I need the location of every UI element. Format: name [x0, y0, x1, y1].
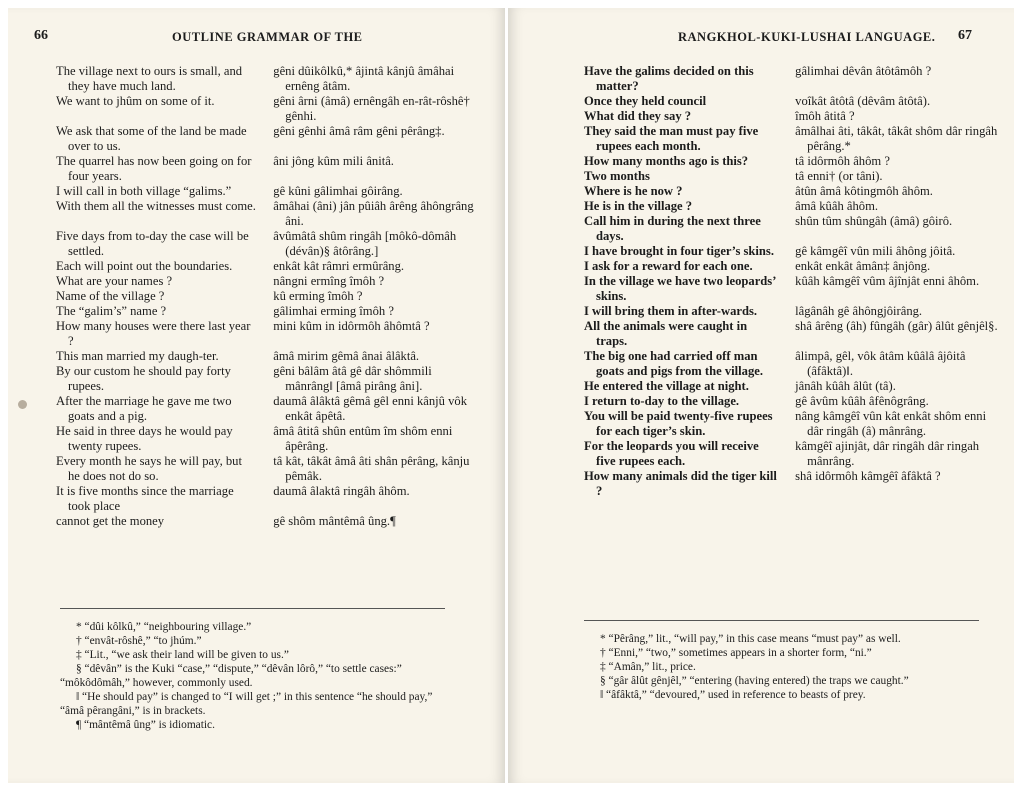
native-translation: daumâ âlaktâ ringâh âhôm. [273, 484, 410, 498]
english-phrase: The quarrel has now been going on for four years. [56, 154, 252, 183]
native-translation: enkât kât râmri ermûrâng. [273, 259, 405, 273]
right-page [508, 8, 1014, 783]
english-phrase: In the village we have two leopards’ skins. [584, 274, 776, 303]
native-translation: nâng kâmgêî vûn kât enkât shôm enni dâr ringâh (â) mânrâng. [795, 409, 987, 438]
footnote-rule [584, 620, 979, 621]
entry-row [584, 319, 998, 349]
english-phrase: I have brought in four tiger’s skins. [584, 244, 774, 258]
native-translation: mini kûm in idôrmôh âhômtâ ? [273, 319, 430, 333]
entry-row [584, 109, 998, 124]
entry-row [584, 124, 998, 154]
english-phrase: The “galim’s” name ? [56, 304, 167, 318]
native-translation: gê kûni gâlimhai gôirâng. [273, 184, 403, 198]
native-translation: âlimpâ, gêl, vôk âtâm kûâlâ âjôitâ (âfâktâ)‖. [795, 349, 966, 378]
native-translation: gêni dûikôlkû,* âjintâ kânjû âmâhai ernêng âtâm. [273, 64, 455, 93]
native-translation: âni jông kûm mili ânitâ. [273, 154, 394, 168]
entry-row [56, 154, 482, 184]
entry-row [56, 484, 482, 514]
native-translation: âvûmâtâ shûm ringâh [môkô-dômâh (dévân)§ âtôrâng.] [273, 229, 457, 258]
native-translation: âmâ mirim gêmâ ânai âlâktâ. [273, 349, 420, 363]
native-translation: voîkât âtôtâ (dêvâm âtôtâ). [795, 94, 931, 108]
entry-row [584, 214, 998, 244]
native-translation: gê kâmgêî vûn mili âhông jôitâ. [795, 244, 956, 258]
entry-row [56, 364, 482, 394]
entry-row [56, 229, 482, 259]
entry-row [56, 274, 482, 289]
english-phrase: cannot get the money [56, 514, 165, 528]
native-translation: âmâ kûâh âhôm. [795, 199, 879, 213]
native-translation: daumâ âlâktâ gêmâ gêl enni kânjû vôk enkât âpêtâ. [273, 394, 467, 423]
footnote: ‖ “âfâktâ,” “devoured,” used in reference to beasts of prey. [600, 689, 866, 701]
native-translation: nângni ermîng îmôh ? [273, 274, 385, 288]
page-number: 66 [34, 28, 48, 43]
english-phrase: I return to-day to the village. [584, 394, 740, 408]
entry-row [56, 514, 482, 529]
paper-blemish [18, 400, 27, 409]
footnotes [60, 620, 458, 732]
footnote: † “Enni,” “two,” sometimes appears in a shorter form, “ni.” [600, 647, 872, 659]
entry-row [584, 199, 998, 214]
native-translation: âtûn âmâ kôtingmôh âhôm. [795, 184, 933, 198]
english-phrase: Each will point out the boundaries. [56, 259, 233, 273]
english-phrase: All the animals were caught in traps. [584, 319, 748, 348]
page-number: 67 [958, 28, 972, 43]
entry-row [584, 394, 998, 409]
english-phrase: Once they held council [584, 94, 707, 108]
entry-row [56, 184, 482, 199]
native-translation: shâ ârêng (âh) fûngâh (gâr) âlût gênjêl§. [795, 319, 998, 333]
english-phrase: He entered the village at night. [584, 379, 749, 393]
english-phrase: Call him in during the next three days. [584, 214, 761, 243]
entry-row [584, 169, 998, 184]
footnote: § “gâr âlût gênjêl,” “entering (having entered) the traps we caught.” [600, 675, 909, 687]
entry-row [584, 409, 998, 439]
english-phrase: The village next to ours is small, and they have much land. [56, 64, 243, 93]
english-phrase: I will call in both village “galims.” [56, 184, 232, 198]
english-phrase: How many houses were there last year ? [56, 319, 251, 348]
entry-row [56, 349, 482, 364]
english-phrase: How many months ago is this? [584, 154, 749, 168]
native-translation: gêni bâlâm âtâ gê dâr shômmili mânrâng‖ [âmâ pirâng âni]. [273, 364, 432, 393]
footnote: ‡ “Amân,” lit., price. [600, 661, 696, 673]
entry-row [584, 94, 998, 109]
entry-row [584, 259, 998, 274]
native-translation: âmâlhai âti, tâkât, tâkât shôm dâr ringâh pêrâng.* [795, 124, 998, 153]
native-translation: tâ kât, tâkât âmâ âti shân pêrâng, kânju pêmâk. [273, 454, 470, 483]
english-phrase: For the leopards you will receive five rupees each. [584, 439, 759, 468]
native-translation: enkât enkât âmân‡ ânjông. [795, 259, 931, 273]
english-phrase: The big one had carried off man goats and pigs from the village. [584, 349, 763, 378]
native-translation: gâlimhai dêvân âtôtâmôh ? [795, 64, 932, 78]
english-phrase: What did they say ? [584, 109, 692, 123]
entry-row [584, 274, 998, 304]
english-phrase: Where is he now ? [584, 184, 683, 198]
translation-table [56, 64, 482, 529]
native-translation: kûâh kâmgêî vûm âjînjât enni âhôm. [795, 274, 980, 288]
native-translation: lâgânâh gê âhôngjôirâng. [795, 304, 923, 318]
entry-row [56, 64, 482, 94]
left-page [8, 8, 505, 783]
footnote: * “Pêrâng,” lit., “will pay,” in this case means “must pay” as well. [600, 633, 901, 645]
english-phrase: Every month he says he will pay, but he does not do so. [56, 454, 242, 483]
entry-row [584, 64, 998, 94]
footnote: ‖ “He should pay” is changed to “I will get ;” in this sentence “he should pay,” “âmâ pêrangâni,” is in brackets. [60, 691, 433, 717]
entry-row [56, 424, 482, 454]
native-translation: jânâh kûâh âlût (tâ). [795, 379, 896, 393]
entry-row [56, 454, 482, 484]
english-phrase: It is five months since the marriage took place [56, 484, 234, 513]
entry-row [56, 124, 482, 154]
english-phrase: Have the galims decided on this matter? [584, 64, 754, 93]
english-phrase: I will bring them in after-wards. [584, 304, 758, 318]
native-translation: gêni gênhi âmâ râm gêni pêrâng‡. [273, 124, 445, 138]
native-translation: tâ idôrmôh âhôm ? [795, 154, 890, 168]
english-phrase: He said in three days he would pay twenty rupees. [56, 424, 233, 453]
running-head: RANGKHOL-KUKI-LUSHAI LANGUAGE. [678, 30, 936, 44]
english-phrase: After the marriage he gave me two goats and a pig. [56, 394, 232, 423]
entry-row [56, 394, 482, 424]
english-phrase: We ask that some of the land be made over to us. [56, 124, 247, 153]
english-phrase: I ask for a reward for each one. [584, 259, 753, 273]
book-spread [8, 8, 1014, 783]
english-phrase: With them all the witnesses must come. [56, 199, 256, 213]
native-translation: tâ enni† (or tâni). [795, 169, 883, 183]
native-translation: gêni ârni (âmâ) ernêngâh en-rât-rôshê† gênhi. [273, 94, 470, 123]
entry-row [584, 469, 998, 499]
native-translation: shâ idôrmôh kâmgêî âfâktâ ? [795, 469, 941, 483]
english-phrase: Name of the village ? [56, 289, 165, 303]
translation-table [584, 64, 998, 499]
running-head: OUTLINE GRAMMAR OF THE [172, 30, 363, 44]
entry-row [56, 304, 482, 319]
footnote: * “dûi kôlkû,” “neighbouring village.” [76, 621, 252, 633]
entry-row [584, 244, 998, 259]
english-phrase: They said the man must pay five rupees each month. [584, 124, 759, 153]
entry-row [584, 439, 998, 469]
english-phrase: He is in the village ? [584, 199, 693, 213]
native-translation: îmôh âtitâ ? [795, 109, 855, 123]
footnote: ¶ “mântêmâ ûng” is idiomatic. [76, 719, 215, 731]
entry-row [584, 184, 998, 199]
entry-row [584, 349, 998, 379]
english-phrase: Two months [584, 169, 650, 183]
native-translation: kû erming îmôh ? [273, 289, 363, 303]
english-phrase: By our custom he should pay forty rupees. [56, 364, 231, 393]
footnote: † “envât-rôshê,” “to jhúm.” [76, 635, 202, 647]
entry-row [584, 379, 998, 394]
english-phrase: This man married my daugh-ter. [56, 349, 219, 363]
entry-row [56, 199, 482, 229]
english-phrase: You will be paid twenty-five rupees for each tiger’s skin. [584, 409, 773, 438]
footnote-rule [60, 608, 445, 609]
footnote: § “dêvân” is the Kuki “case,” “dispute,” “dêvân lôrô,” “to settle cases:” “môkôdômâh,” however, commonly used. [60, 663, 402, 689]
entry-row [56, 289, 482, 304]
english-phrase: What are your names ? [56, 274, 173, 288]
native-translation: âmâhai (âni) jân pûiâh ârêng âhôngrâng âni. [273, 199, 474, 228]
footnote: ‡ “Lit., “we ask their land will be given to us.” [76, 649, 289, 661]
english-phrase: Five days from to-day the case will be settled. [56, 229, 249, 258]
native-translation: gâlimhai erming îmôh ? [273, 304, 394, 318]
native-translation: gê âvûm kûâh âfênôgrâng. [795, 394, 929, 408]
native-translation: gê shôm mântêmâ ûng.¶ [273, 514, 396, 528]
english-phrase: We want to jhûm on some of it. [56, 94, 215, 108]
entry-row [56, 259, 482, 274]
native-translation: kâmgêî ajinjât, dâr ringâh dâr ringah mânrâng. [795, 439, 980, 468]
english-phrase: How many animals did the tiger kill ? [584, 469, 777, 498]
entry-row [584, 154, 998, 169]
native-translation: shûn tûm shûngâh (âmâ) gôirô. [795, 214, 953, 228]
entry-row [584, 304, 998, 319]
native-translation: âmâ âtitâ shûn entûm îm shôm enni âpêrâng. [273, 424, 453, 453]
entry-row [56, 94, 482, 124]
footnotes [584, 632, 984, 702]
entry-row [56, 319, 482, 349]
